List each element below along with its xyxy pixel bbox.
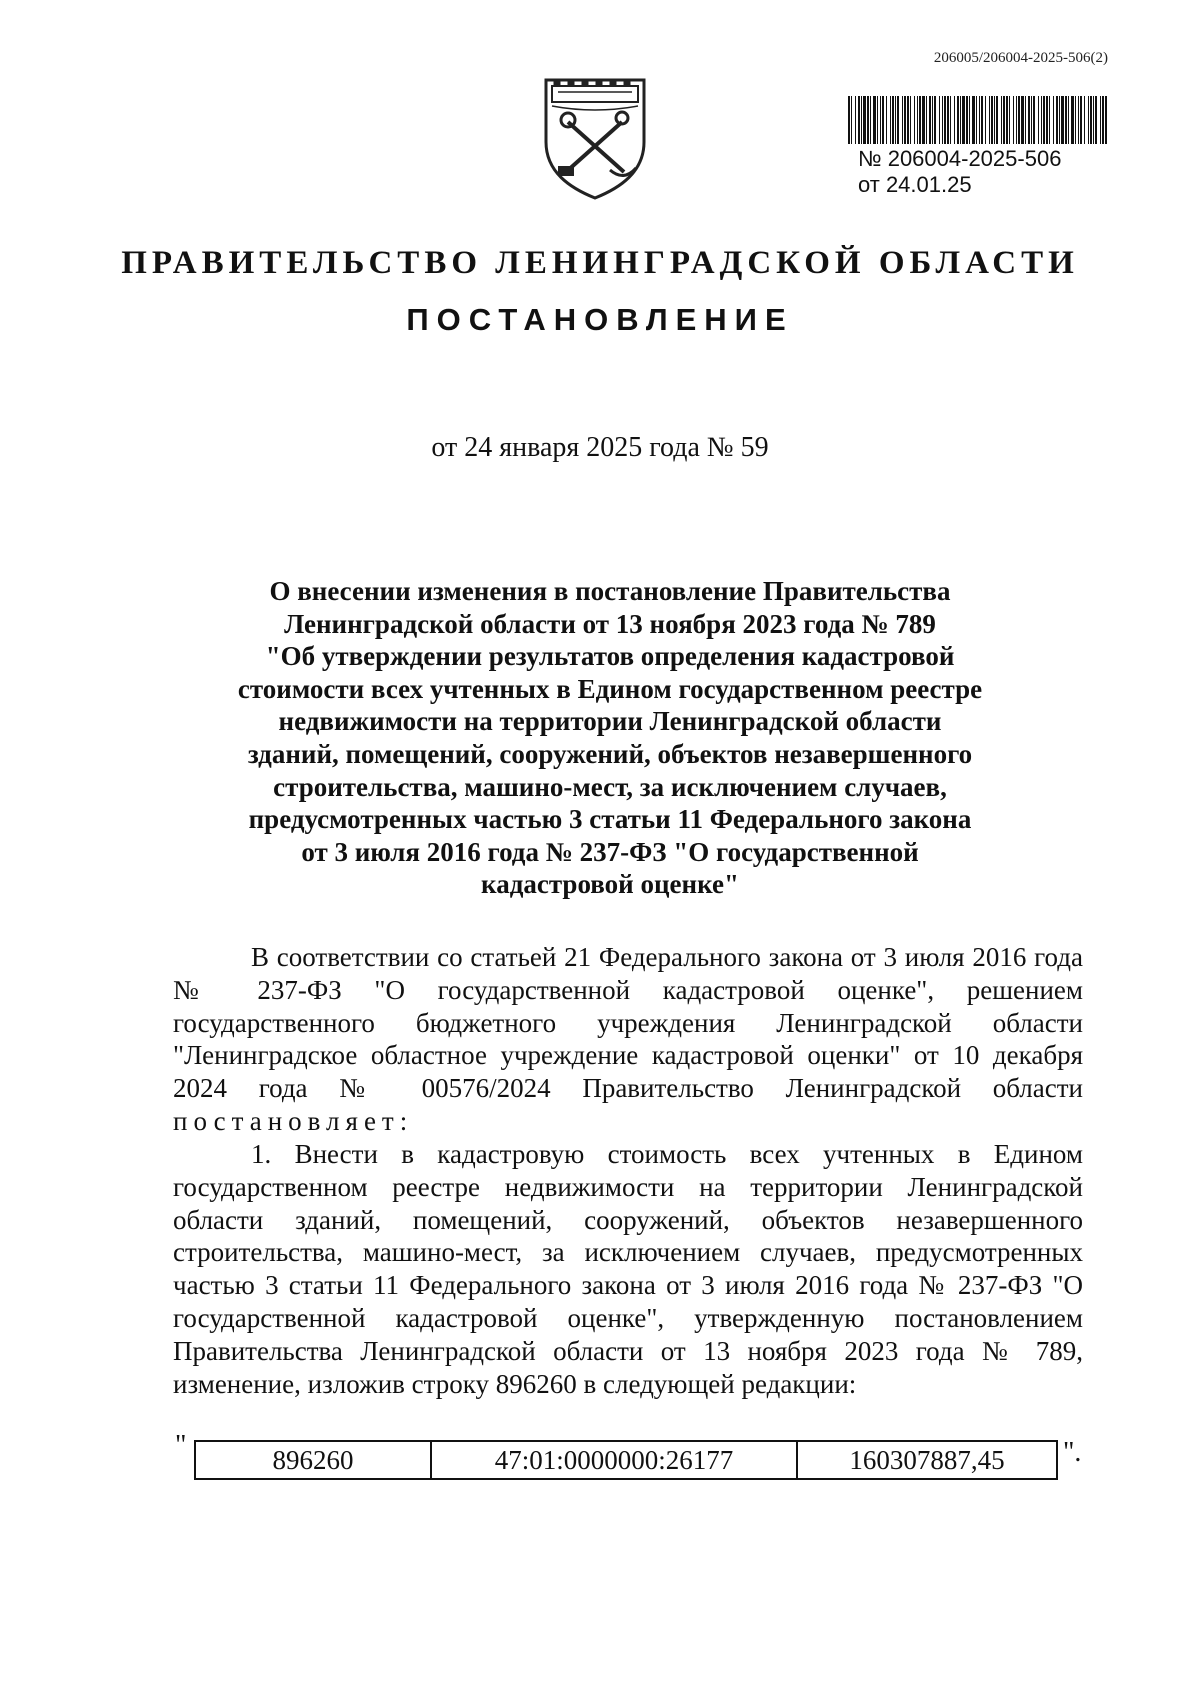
amendment-table-row: [194, 1440, 1058, 1480]
heading-line: недвижимости на территории Ленинградской области: [278, 706, 942, 737]
resolves-word: постановляет:: [173, 1105, 414, 1136]
barcode-icon: [848, 96, 1108, 144]
heading-line: строительства, машино-мест, за исключением случаев,: [273, 771, 947, 802]
preamble-text: В соответствии со статьей 21 Федерального закона от 3 июля 2016 года № 237-ФЗ "О государственной кадастровой оценке", решением государственного бюджетного учреждения Ленинградской области "Ленинградское областное учреждение кадастровой оценки" от 10 декабря 2024 года № 00576/2024 Правительство Ленинградской области: [173, 942, 1083, 1104]
clause-1-paragraph: 1. Внести в кадастровую стоимость всех учтенных в Едином государственном реестре недвижимости на территории Ленинградской области зданий, помещений, сооружений, объектов незавершенного строительства, машино-мест, за исключением случаев, предусмотренных частью 3 статьи 11 Федерального закона от 3 июля 2016 года № 237-ФЗ "О государственной кадастровой оценке", утвержденную постановлением Правительства Ленинградской области от 13 ноября 2023 года № 789, изменение, изложив строку 896260 в следующей редакции:: [173, 1139, 1083, 1399]
heading-line: стоимости всех учтенных в Едином государственном реестре: [237, 673, 983, 704]
heading-line: зданий, помещений, сооружений, объектов незавершенного: [247, 738, 973, 769]
stamp-date: от 24.01.25: [858, 172, 972, 197]
heading-line: О внесении изменения в постановление Правительства: [269, 576, 951, 606]
heading-line: предусмотренных частью 3 статьи 11 Федерального закона: [248, 804, 972, 835]
heading-line: кадастровой оценке": [481, 869, 739, 900]
preamble-paragraph: [173, 941, 1083, 1138]
document-type: ПОСТАНОВЛЕНИЕ: [406, 302, 794, 337]
row-number-cell: 896260: [196, 1442, 432, 1478]
heading-line: от 3 июля 2016 года № 237-ФЗ "О государственной: [301, 836, 919, 867]
document-heading: [200, 575, 1020, 901]
heading-line: "Об утверждении результатов определения кадастровой: [265, 641, 955, 672]
cadastral-number-cell: 47:01:0000000:26177: [432, 1442, 798, 1478]
registry-number: 206005/206004-2025-506(2): [933, 50, 1108, 66]
coat-of-arms-icon: [540, 72, 650, 202]
document-date-number: от 24 января 2025 года № 59: [431, 432, 769, 463]
heading-line: Ленинградской области от 13 ноября 2023 года № 789: [284, 608, 936, 639]
government-title: ПРАВИТЕЛЬСТВО ЛЕНИНГРАДСКОЙ ОБЛАСТИ: [121, 245, 1079, 281]
closing-quote: ".: [1063, 1437, 1082, 1468]
stamp-number: № 206004-2025-506: [858, 146, 1062, 171]
opening-quote: ": [175, 1430, 187, 1461]
cadastral-value-cell: 160307887,45: [849, 1444, 1005, 1475]
